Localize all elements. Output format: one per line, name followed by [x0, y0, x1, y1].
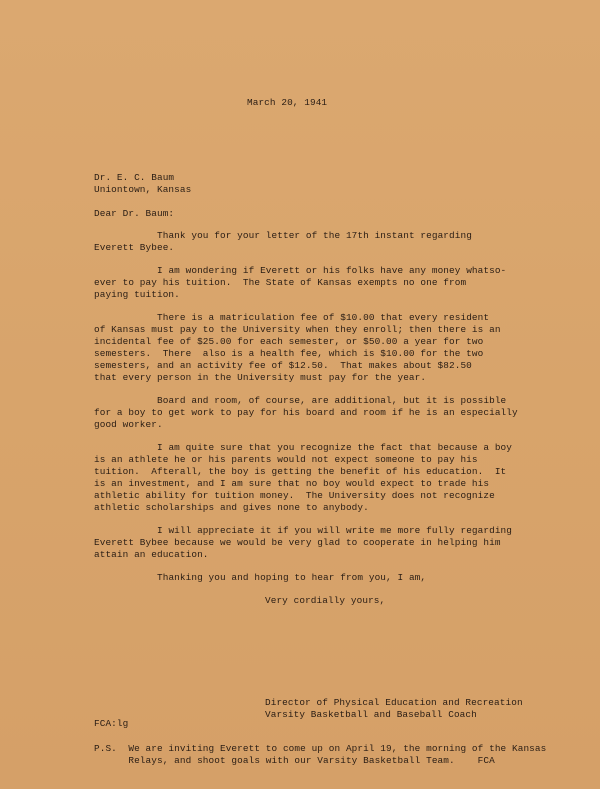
signature-title: Director of Physical Education and Recreation [265, 697, 523, 708]
letter-date: March 20, 1941 [247, 97, 328, 108]
complimentary-close: Very cordially yours, [265, 595, 386, 606]
paragraph-line: Everett Bybee. [94, 242, 175, 253]
paragraph-line: paying tuition. [94, 289, 180, 300]
signature-title: Varsity Basketball and Baseball Coach [265, 709, 477, 720]
paragraph-line: tuition. Afterall, the boy is getting the benefit of his education. It [94, 466, 507, 477]
paragraph-line: for a boy to get work to pay for his board and room if he is an especially [94, 407, 518, 418]
paragraph-line: attain an education. [94, 549, 209, 560]
paragraph-line: is an athlete he or his parents would not expect someone to pay his [94, 454, 478, 465]
reference-initials: FCA:lg [94, 718, 129, 729]
paragraph-line: ever to pay his tuition. The State of Kansas exempts no one from [94, 277, 467, 288]
salutation: Dear Dr. Baum: [94, 208, 175, 219]
paragraph-line: Thank you for your letter of the 17th instant regarding [157, 230, 472, 241]
paragraph-line: Thanking you and hoping to hear from you, I am, [157, 572, 427, 583]
paragraph-line: Everett Bybee because we would be very glad to cooperate in helping him [94, 537, 501, 548]
paragraph-line: I am wondering if Everett or his folks have any money whatso- [157, 265, 507, 276]
paragraph-line: athletic scholarships and gives none to anybody. [94, 502, 369, 513]
paragraph-line: Board and room, of course, are additional, but it is possible [157, 395, 507, 406]
paragraph-line: semesters, and an activity fee of $12.50. That makes about $82.50 [94, 360, 472, 371]
paragraph-line: There is a matriculation fee of $10.00 that every resident [157, 312, 490, 323]
paragraph-line: of Kansas must pay to the University when they enroll; then there is an [94, 324, 501, 335]
paragraph-line: I am quite sure that you recognize the fact that because a boy [157, 442, 513, 453]
paragraph-line: athletic ability for tuition money. The University does not recognize [94, 490, 495, 501]
inside-address-city: Uniontown, Kansas [94, 184, 192, 195]
paragraph-line: I will appreciate it if you will write me more fully regarding [157, 525, 513, 536]
postscript-line: P.S. We are inviting Everett to come up on April 19, the morning of the Kansas [94, 743, 547, 754]
postscript-line: Relays, and shoot goals with our Varsity Basketball Team. FCA [94, 755, 495, 766]
paragraph-line: incidental fee of $25.00 for each semester, or $50.00 a year for two [94, 336, 484, 347]
paragraph-line: that every person in the University must pay for the year. [94, 372, 427, 383]
paragraph-line: is an investment, and I am sure that no boy would expect to trade his [94, 478, 490, 489]
paragraph-line: good worker. [94, 419, 163, 430]
paragraph-line: semesters. There also is a health fee, which is $10.00 for the two [94, 348, 484, 359]
inside-address-name: Dr. E. C. Baum [94, 172, 175, 183]
